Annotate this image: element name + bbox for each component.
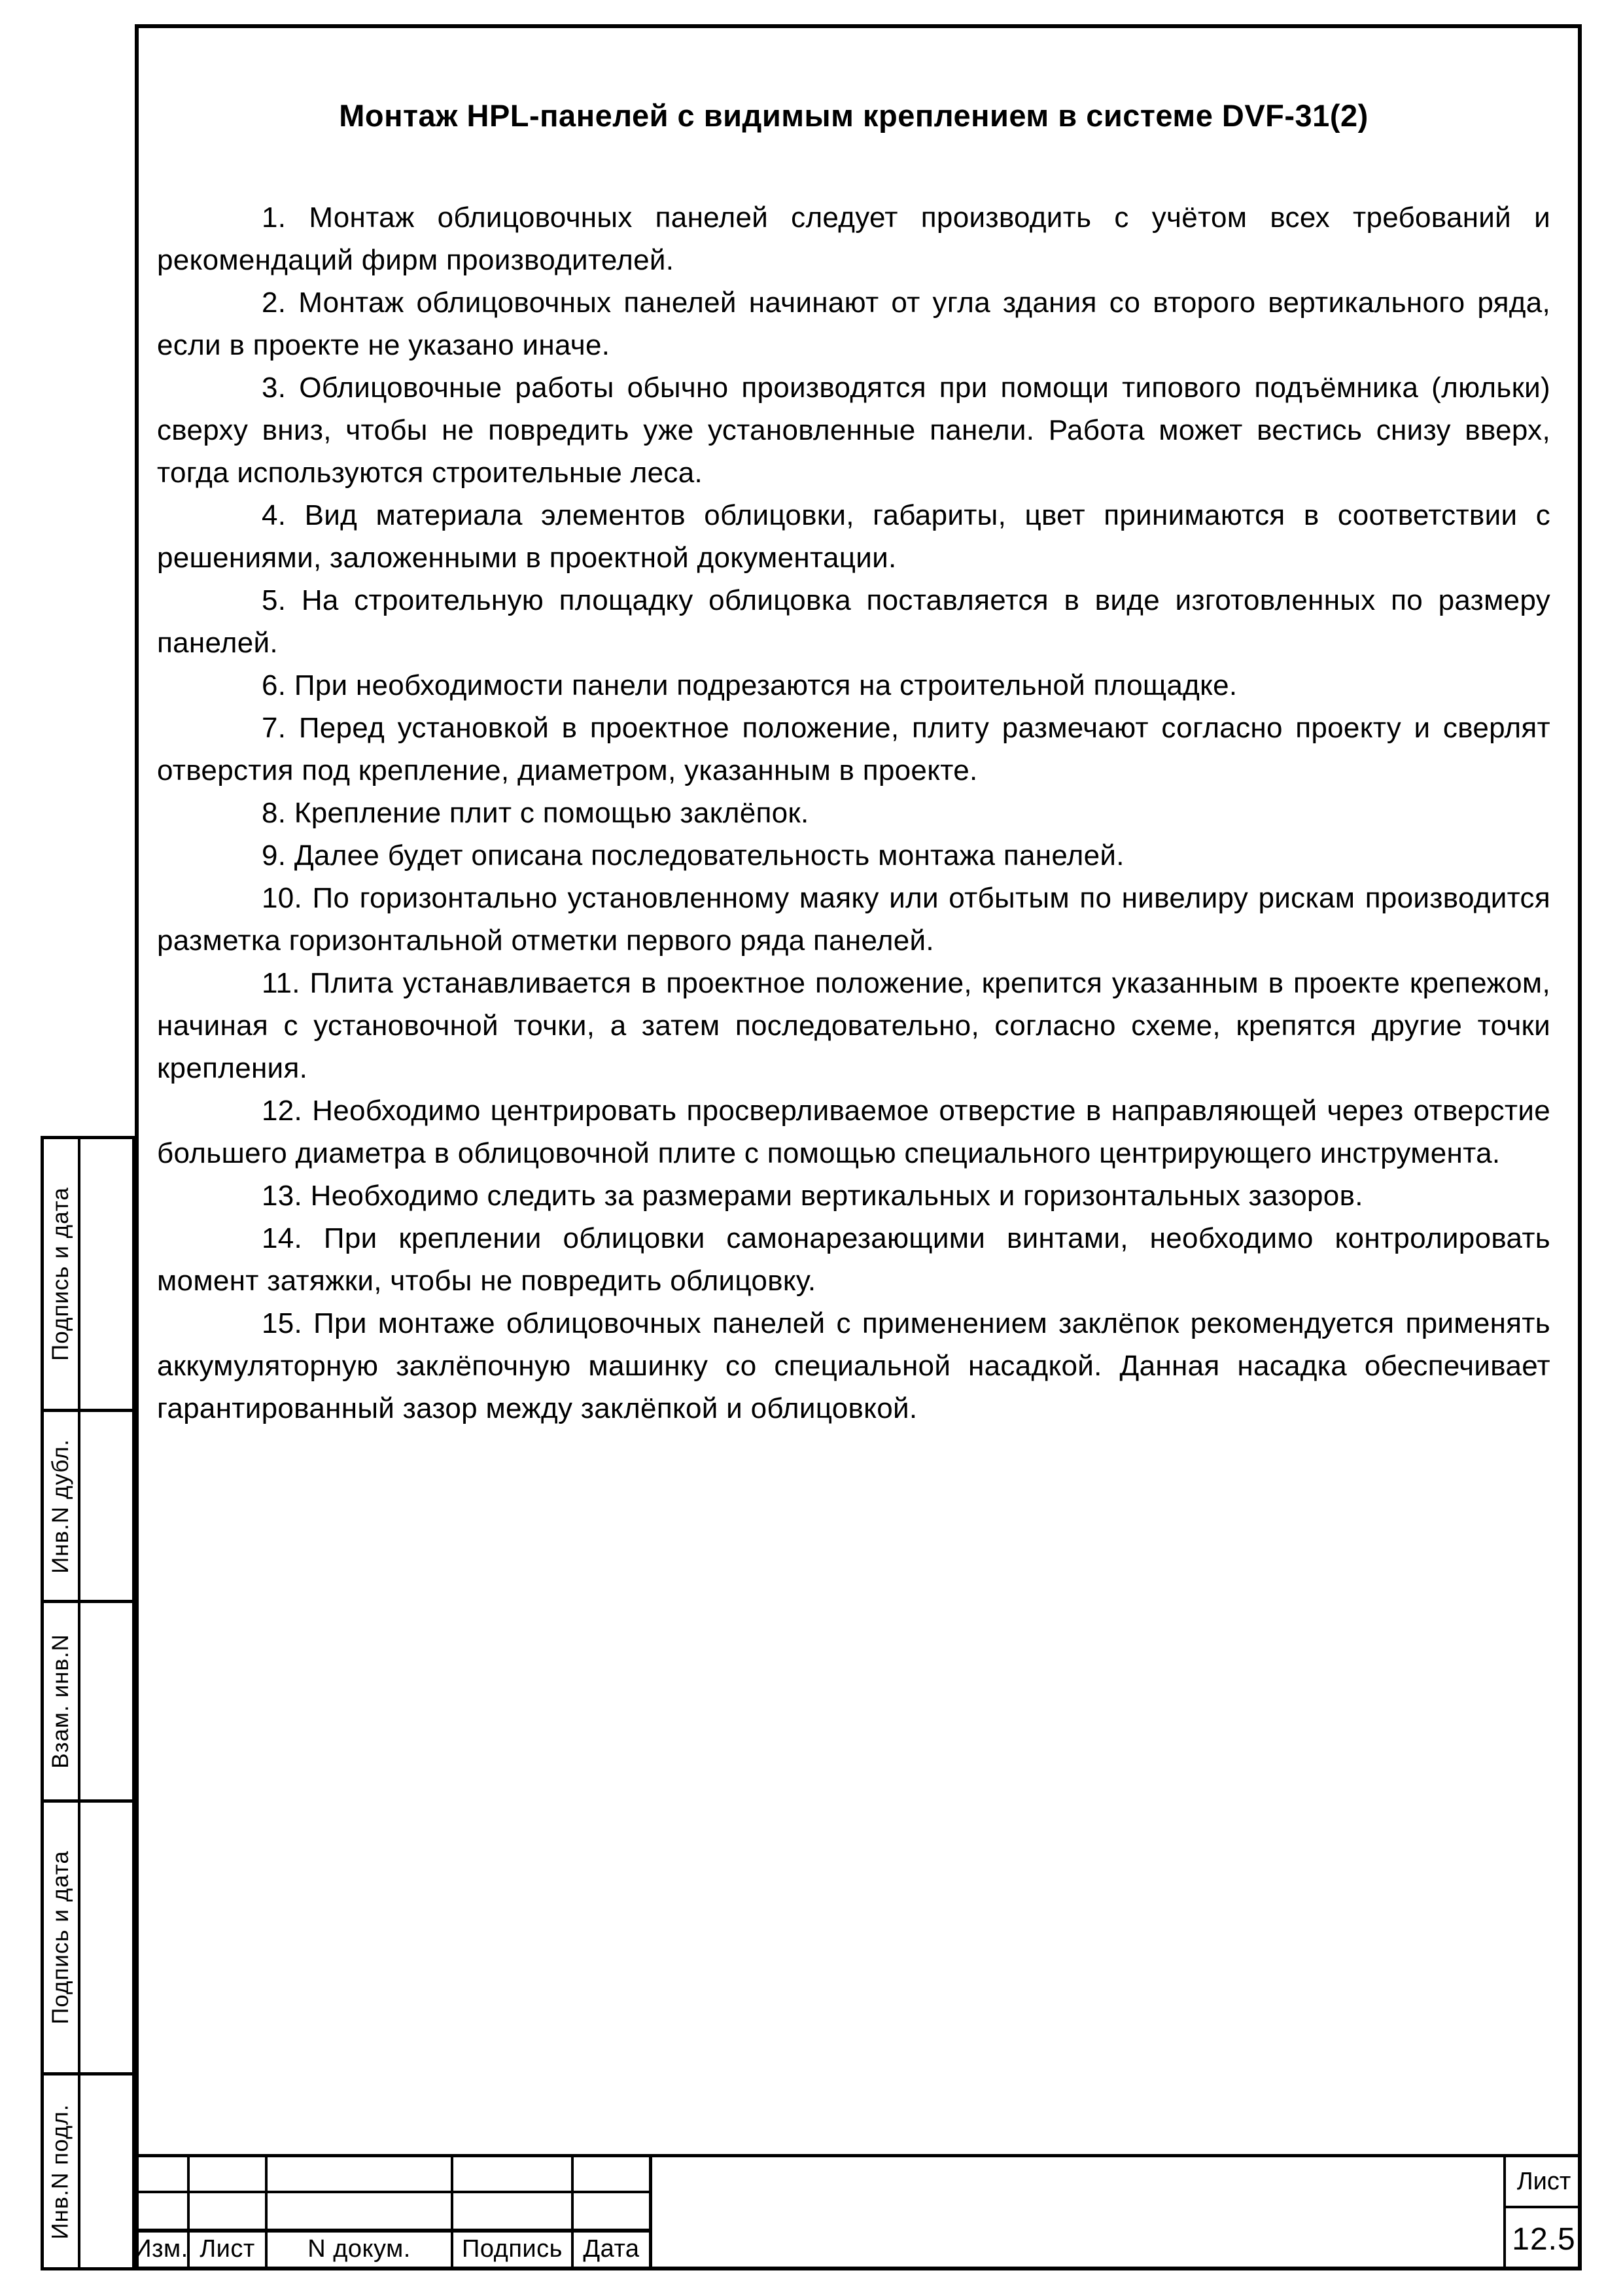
revision-cell	[135, 2193, 190, 2233]
page-title: Монтаж HPL-панелей с видимым креплением в системе DVF-31(2)	[339, 98, 1369, 133]
paragraph-7: 7. Перед установкой в проектное положение, плиту размечают согласно проекту и сверлят отверстия под крепление, диаметром, указанным в проекте.	[157, 712, 1550, 786]
stamp-label-cell	[44, 1803, 80, 2072]
stamp-field-vzam-inv-n	[41, 1603, 135, 1803]
column-header-list: Лист	[190, 2233, 268, 2270]
stamp-field-signature-date-1	[41, 1136, 135, 1412]
stamp-field-inv-n-podl	[41, 2075, 135, 2270]
stamp-label-cell	[44, 1603, 80, 1799]
revision-table	[135, 2154, 652, 2270]
sheet-number: 12.5	[1512, 2222, 1576, 2257]
paragraph-8: 8. Крепление плит с помощью заклёпок.	[262, 797, 809, 829]
stamp-field-signature-date-2	[41, 1803, 135, 2075]
revision-cell	[453, 2193, 574, 2233]
stamp-label-text: Взам. инв.N	[48, 1634, 73, 1769]
paragraph-4: 4. Вид материала элементов облицовки, габариты, цвет принимаются в соответствии с решениями, заложенными в проектной документации.	[157, 499, 1550, 574]
paragraph-6: 6. При необходимости панели подрезаются на строительной площадке.	[262, 669, 1238, 701]
stamp-blank-cell	[80, 1603, 132, 1799]
stamp-label-text: Подпись и дата	[48, 1850, 74, 2024]
stamp-label-cell	[44, 2075, 80, 2267]
sheet-number-box	[1503, 2154, 1582, 2270]
paragraph-13: 13. Необходимо следить за размерами вертикальных и горизонтальных зазоров.	[262, 1180, 1363, 1212]
stamp-label-text: Инв.N подл.	[48, 2103, 73, 2240]
revision-cell	[574, 2193, 649, 2233]
paragraph-2: 2. Монтаж облицовочных панелей начинают от угла здания со второго вертикального ряда, если в проекте не указано иначе.	[157, 287, 1550, 361]
paragraph-10: 10. По горизонтально установленному маяку или отбытым по нивелиру рискам производится разметка горизонтальной отметки первого ряда панелей.	[157, 882, 1550, 957]
stamp-blank-cell	[80, 1803, 132, 2072]
paragraph-3: 3. Облицовочные работы обычно производятся при помощи типового подъёмника (люльки) сверху вниз, чтобы не повредить уже установленные панели. Работа может вестись снизу вверх, тогда используются строительные леса.	[157, 372, 1550, 489]
column-header-podpis: Подпись	[453, 2233, 574, 2270]
column-header-data: Дата	[583, 2234, 640, 2263]
paragraph-5: 5. На строительную площадку облицовка поставляется в виде изготовленных по размеру панелей.	[157, 584, 1550, 659]
revision-cell	[190, 2157, 268, 2193]
stamp-label-text: Инв.N дубл.	[48, 1438, 73, 1574]
revision-cell	[190, 2193, 268, 2233]
stamp-field-inv-n-dupl	[41, 1412, 135, 1603]
column-header-izm: Изм.	[135, 2233, 190, 2270]
stamp-blank-cell	[80, 2075, 132, 2267]
revision-cell	[268, 2193, 453, 2233]
stamp-label-cell	[44, 1412, 80, 1600]
text-area	[157, 93, 1550, 1430]
stamp-blank-cell	[80, 1412, 132, 1600]
stamp-label-cell	[44, 1139, 80, 1409]
paragraph-1: 1. Монтаж облицовочных панелей следует производить с учётом всех требований и рекомендаций фирм производителей.	[157, 202, 1550, 276]
stamp-blank-cell	[80, 1139, 132, 1409]
paragraph-15: 15. При монтаже облицовочных панелей с применением заклёпок рекомендуется применять аккумуляторную заклёпочную машинку со специальной насадкой. Данная насадка обеспечивает гарантированный зазор между заклёпкой и облицовкой.	[157, 1307, 1550, 1424]
revision-cell	[453, 2157, 574, 2193]
revision-cell	[135, 2157, 190, 2193]
column-header-n-dokum: N докум.	[268, 2233, 453, 2270]
paragraph-14: 14. При креплении облицовки самонарезающими винтами, необходимо контролировать момент затяжки, чтобы не повредить облицовку.	[157, 1222, 1550, 1297]
revision-cell	[268, 2157, 453, 2193]
paragraph-12: 12. Необходимо центрировать просверливаемое отверстие в направляющей через отверстие большего диаметра в облицовочной плите с помощью специального центрирующего инструмента.	[157, 1095, 1550, 1169]
paragraph-9: 9. Далее будет описана последовательность монтажа панелей.	[262, 839, 1125, 872]
stamp-label-text: Подпись и дата	[48, 1187, 74, 1361]
sheet-label: Лист	[1506, 2157, 1582, 2208]
paragraph-11: 11. Плита устанавливается в проектное положение, крепится указанным в проекте крепежом, начиная с установочной точки, а затем последовательно, согласно схеме, крепятся другие точки крепления.	[157, 967, 1550, 1084]
revision-cell	[574, 2157, 649, 2193]
